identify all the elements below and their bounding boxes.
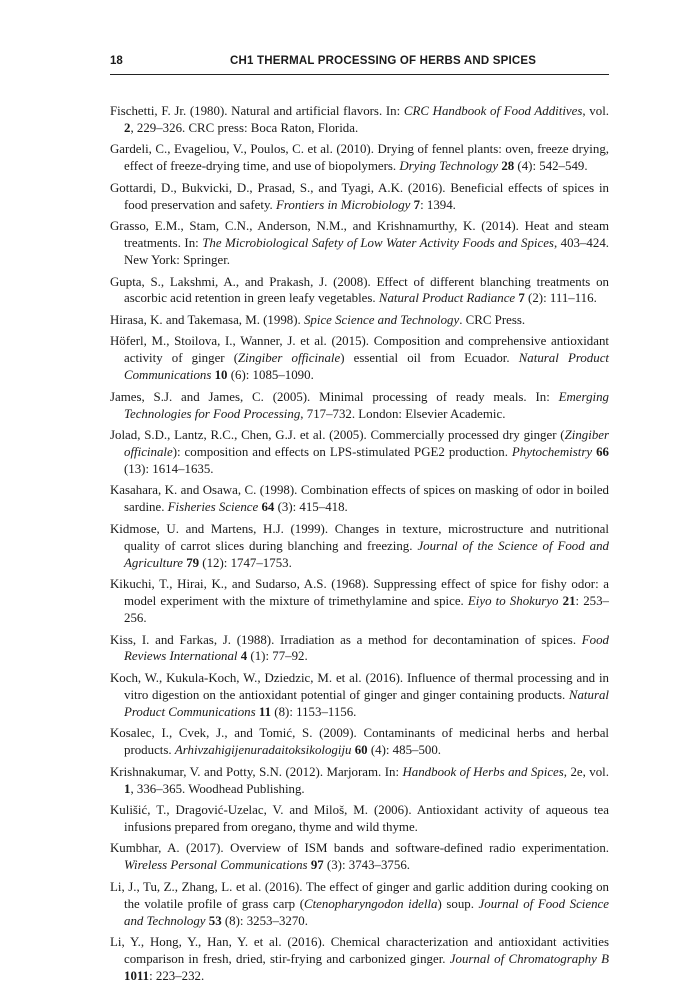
reference-volume: 1011 <box>124 968 150 983</box>
reference-title-italic: Journal of the Science of Food and Agriculture <box>124 538 609 570</box>
reference-title-italic: Wireless Personal Communications <box>124 858 308 873</box>
reference-volume: 64 <box>261 500 275 515</box>
reference-title-italic: Food Reviews International <box>124 632 609 664</box>
reference-entry <box>110 312 609 329</box>
reference-volume: 66 <box>596 445 609 460</box>
reference-volume: 97 <box>310 858 324 873</box>
reference-volume: 10 <box>214 368 228 383</box>
reference-text: (4): 542–549. <box>514 159 588 174</box>
reference-text: James, S.J. and James, C. (2005). Minimal processing of ready meals. In: <box>110 389 559 404</box>
reference-title-italic: CRC Handbook of Food Additives <box>403 104 583 118</box>
reference-text: , 2e, vol. <box>563 764 609 779</box>
reference-volume: 21 <box>562 594 576 609</box>
reference-text: Höferl, M., Stoilova, I., Wanner, J. et al. (2015). Composition and comprehensive antioxidant activity of ginger ( <box>110 334 609 366</box>
reference-text: Kiss, I. and Farkas, J. (1988). Irradiation as a method for decontamination of spices. <box>110 632 582 647</box>
reference-entry <box>110 670 609 721</box>
reference-title-italic: Eiyo to Shokuryo <box>467 594 559 609</box>
reference-entry <box>110 840 609 874</box>
reference-entry <box>110 427 609 478</box>
reference-entry <box>110 934 609 985</box>
reference-text: , 229–326. CRC press: Boca Raton, Florida. <box>130 120 359 135</box>
reference-title-italic: Zingiber officinale <box>124 428 609 460</box>
reference-title-italic: The Microbiological Safety of Low Water Activity Foods and Spices <box>202 236 554 251</box>
reference-text: (3): 3743–3756. <box>323 858 410 873</box>
reference-text: Gupta, S., Lakshmi, A., and Prakash, J. (2008). Effect of different blanching treatments on ascorbic acid retention in green leafy vegetables. <box>110 274 609 306</box>
reference-text: (12): 1747–1753. <box>199 555 292 570</box>
reference-text: Gottardi, D., Bukvicki, D., Prasad, S., and Tyagi, A.K. (2016). Beneficial effects of spices in food preservation and safety. <box>110 180 609 212</box>
running-head: CH1 THERMAL PROCESSING OF HERBS AND SPICES <box>230 55 537 67</box>
reference-volume: 53 <box>208 913 222 928</box>
reference-title-italic: Arhivzahigijenuradaitoksikologiju <box>174 743 352 758</box>
reference-title-italic: Zingiber officinale <box>238 351 341 366</box>
reference-text: , 336–365. Woodhead Publishing. <box>130 781 305 796</box>
reference-text: Jolad, S.D., Lantz, R.C., Chen, G.J. et al. (2005). Commercially processed dry ginger ( <box>110 428 565 443</box>
reference-title-italic: Natural Product Communications <box>124 687 609 719</box>
reference-text: : 1394. <box>420 197 456 212</box>
reference-list <box>110 103 609 989</box>
reference-entry <box>110 482 609 516</box>
reference-text: (4): 485–500. <box>367 743 442 758</box>
reference-text: : 223–232. <box>149 968 205 983</box>
reference-entry <box>110 218 609 269</box>
reference-entry <box>110 389 609 423</box>
reference-text: (8): 3253–3270. <box>221 913 308 928</box>
reference-entry <box>110 879 609 930</box>
reference-entry <box>110 274 609 308</box>
reference-volume: 7 <box>518 291 525 306</box>
reference-entry <box>110 333 609 384</box>
reference-entry <box>110 764 609 798</box>
reference-text: ) essential oil from Ecuador. <box>340 351 519 366</box>
reference-entry <box>110 141 609 175</box>
reference-text: Grasso, E.M., Stam, C.N., Anderson, N.M., and Krishnamurthy, K. (2014). Heat and steam treatments. In: <box>110 219 609 251</box>
reference-title-italic: Ctenopharyngodon idella <box>304 896 438 911</box>
reference-entry <box>110 632 609 666</box>
reference-text: Koch, W., Kukula-Koch, W., Dziedzic, M. et al. (2016). Influence of thermal processing and in vitro digestion on the antioxidant potential of ginger and ginger containing products. <box>110 670 609 702</box>
reference-entry <box>110 576 609 627</box>
reference-text: Kosalec, I., Cvek, J., and Tomić, S. (2009). Contaminants of medicinal herbs and herbal products. <box>110 726 609 758</box>
reference-text: (8): 1153–1156. <box>271 704 357 719</box>
page-header <box>110 50 609 75</box>
reference-entry <box>110 521 609 572</box>
reference-text: . CRC Press. <box>459 312 526 327</box>
reference-text: , 403–424. New York: Springer. <box>124 236 609 268</box>
reference-text: (13): 1614–1635. <box>124 461 214 476</box>
reference-volume: 60 <box>354 743 368 758</box>
reference-title-italic: Drying Technology <box>399 159 499 174</box>
reference-text: (1): 77–92. <box>247 649 308 664</box>
reference-title-italic: Spice Science and Technology <box>303 312 460 327</box>
reference-title-italic: Fisheries Science <box>167 500 259 515</box>
reference-text: (3): 415–418. <box>274 500 348 515</box>
reference-text: Gardeli, C., Evageliou, V., Poulos, C. et al. (2010). Drying of fennel plants: oven, freeze drying, effect of freeze-drying time, and use of biopolymers. <box>110 142 609 174</box>
reference-volume: 2 <box>124 120 131 135</box>
reference-volume: 7 <box>413 197 421 212</box>
reference-text: (6): 1085–1090. <box>227 368 314 383</box>
reference-title-italic: Natural Product Communications <box>124 351 609 383</box>
reference-text: Krishnakumar, V. and Potty, S.N. (2012). Marjoram. In: <box>110 764 403 779</box>
reference-volume: 79 <box>186 555 200 570</box>
reference-text: Fischetti, F. Jr. (1980). Natural and artificial flavors. In: <box>110 104 404 118</box>
reference-entry <box>110 725 609 759</box>
reference-volume: 28 <box>501 159 515 174</box>
reference-title-italic: Journal of Chromatography B <box>449 952 609 967</box>
reference-text: , 717–732. London: Elsevier Academic. <box>300 406 506 421</box>
reference-text: Li, Y., Hong, Y., Han, Y. et al. (2016). Chemical characterization and antioxidant activities comparison in fresh, dried, stir-frying and carbonized ginger. <box>110 935 609 967</box>
reference-entry <box>110 103 609 137</box>
reference-text: Hirasa, K. and Takemasa, M. (1998). <box>110 312 304 327</box>
reference-text: Kikuchi, T., Hirai, K., and Sudarso, A.S. (1968). Suppressing effect of spice for fishy odor: a model experiment with the mixture of trimethylamine and spice. <box>110 577 609 609</box>
reference-entry <box>110 802 609 836</box>
reference-title-italic: Phytochemistry <box>511 445 593 460</box>
reference-text: ): composition and effects on LPS-stimulated PGE2 production. <box>172 445 512 460</box>
reference-volume: 1 <box>124 781 131 796</box>
reference-text: Kulišić, T., Dragović-Uzelac, V. and Miloš, M. (2006). Antioxidant activity of aqueous tea infusions prepared from oregano, thyme and wild thyme. <box>110 803 609 834</box>
reference-title-italic: Emerging Technologies for Food Processing <box>124 389 609 421</box>
reference-text: Kidmose, U. and Martens, H.J. (1999). Changes in texture, microstructure and nutritional quality of carrot slices during blanching and freezing. <box>110 521 609 553</box>
reference-text: Kasahara, K. and Osawa, C. (1998). Combination effects of spices on masking of odor in boiled sardine. <box>110 483 609 515</box>
reference-title-italic: Frontiers in Microbiology <box>276 197 411 212</box>
reference-title-italic: Natural Product Radiance <box>378 291 516 306</box>
reference-volume: 4 <box>240 649 248 664</box>
reference-entry <box>110 180 609 214</box>
reference-text: (2): 111–116. <box>524 291 597 306</box>
reference-text: Li, J., Tu, Z., Zhang, L. et al. (2016). The effect of ginger and garlic addition during cooking on the volatile profile of grass carp ( <box>110 879 609 911</box>
reference-text: Kumbhar, A. (2017). Overview of ISM bands and software-defined radio experimentation. <box>110 841 609 856</box>
reference-title-italic: Handbook of Herbs and Spices <box>402 764 564 779</box>
page-number: 18 <box>110 55 123 67</box>
reference-text: : 253–256. <box>124 594 610 625</box>
reference-volume: 11 <box>258 704 272 719</box>
reference-text: , vol. <box>582 104 609 118</box>
reference-text: ) soup. <box>437 896 479 911</box>
reference-title-italic: Journal of Food Science and Technology <box>124 896 609 928</box>
